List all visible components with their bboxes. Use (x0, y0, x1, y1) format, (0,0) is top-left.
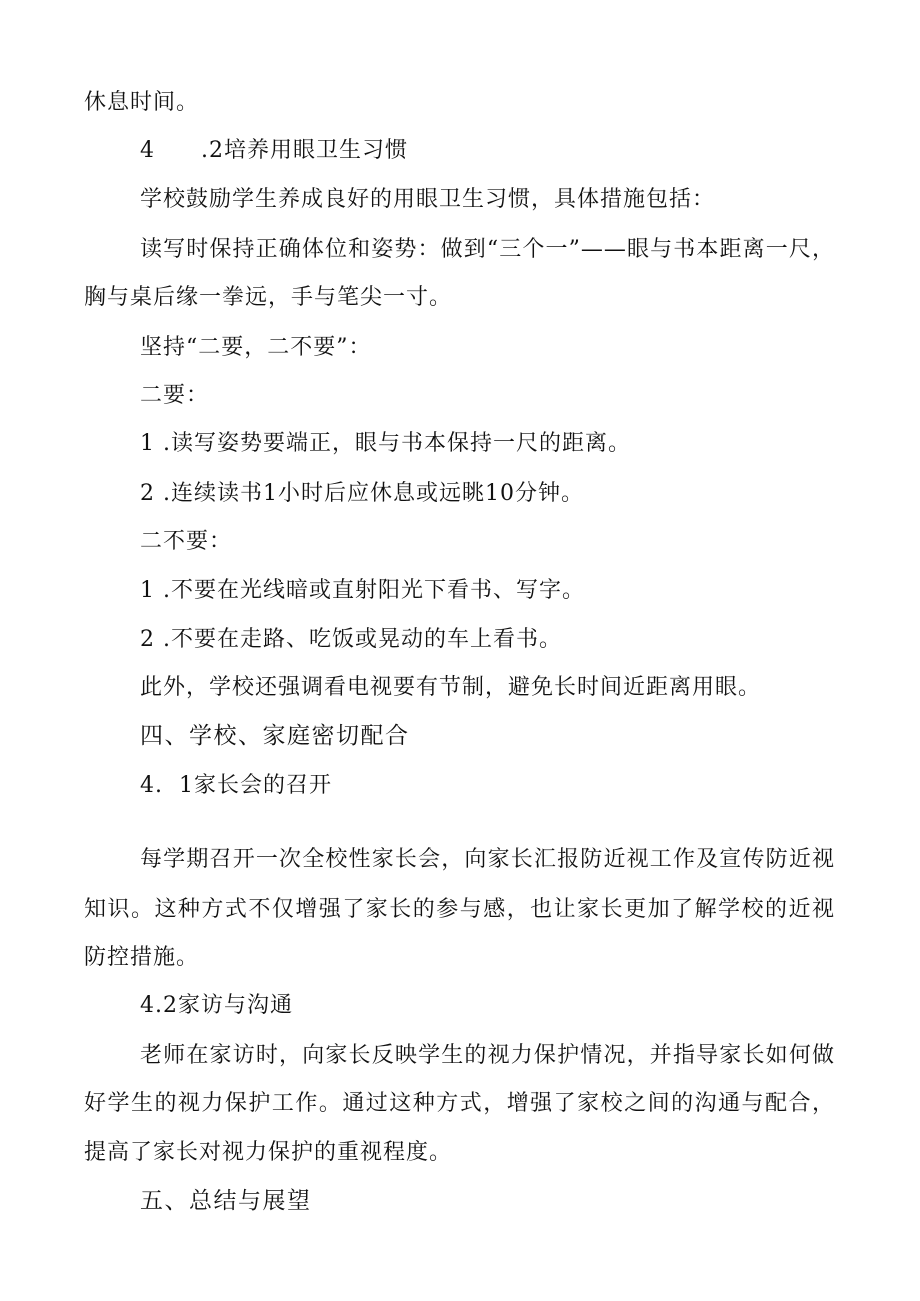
posture-line-1: 读写时保持正确体位和姿势：做到“三个一”——眼与书本距离一尺， (140, 237, 835, 262)
meeting-line-3: 防控措施。 (84, 945, 200, 970)
subsection-heading-4-2: 4 .2培养用眼卫生习惯 (140, 138, 408, 163)
visit-line-1: 老师在家访时，向家长反映学生的视力保护情况，并指导家长如何做 (140, 1043, 835, 1068)
visit-line-3: 提高了家长对视力保护的重视程度。 (84, 1140, 453, 1165)
intro-text: 学校鼓励学生养成良好的用眼卫生习惯，具体措施包括： (140, 187, 716, 212)
paragraph-continuation: 休息时间。 (84, 90, 200, 115)
posture-line-2: 胸与桌后缘一拳远，手与笔尖一寸。 (84, 285, 453, 310)
subsection-4-2-heading: 4.2家访与沟通 (140, 993, 293, 1018)
do-item-2: 2 .连续读书1小时后应休息或远眺10分钟。 (140, 481, 584, 506)
extra-text: 此外，学校还强调看电视要有节制，避免长时间近距离用眼。 (140, 675, 762, 700)
dont-item-2: 2 .不要在走路、吃饭或晃动的车上看书。 (140, 627, 562, 652)
do-title: 二要： (140, 383, 210, 408)
dont-item-1: 1 .不要在光线暗或直射阳光下看书、写字。 (140, 578, 585, 603)
section-4-heading: 四、学校、家庭密切配合 (140, 723, 410, 749)
subsection-4-1-heading: 4. 1家长会的召开 (140, 773, 332, 798)
rule-title: 坚持“二要，二不要”： (140, 335, 372, 360)
do-item-1: 1 .读写姿势要端正，眼与书本保持一尺的距离。 (140, 431, 631, 456)
dont-title: 二不要： (140, 529, 233, 554)
meeting-line-2: 知识。这种方式不仅增强了家长的参与感，也让家长更加了解学校的近视 (84, 897, 835, 922)
visit-line-2: 好学生的视力保护工作。通过这种方式，增强了家校之间的沟通与配合， (84, 1091, 835, 1116)
section-5-heading: 五、总结与展望 (140, 1188, 312, 1214)
meeting-line-1: 每学期召开一次全校性家长会，向家长汇报防近视工作及宣传防近视 (140, 847, 835, 872)
